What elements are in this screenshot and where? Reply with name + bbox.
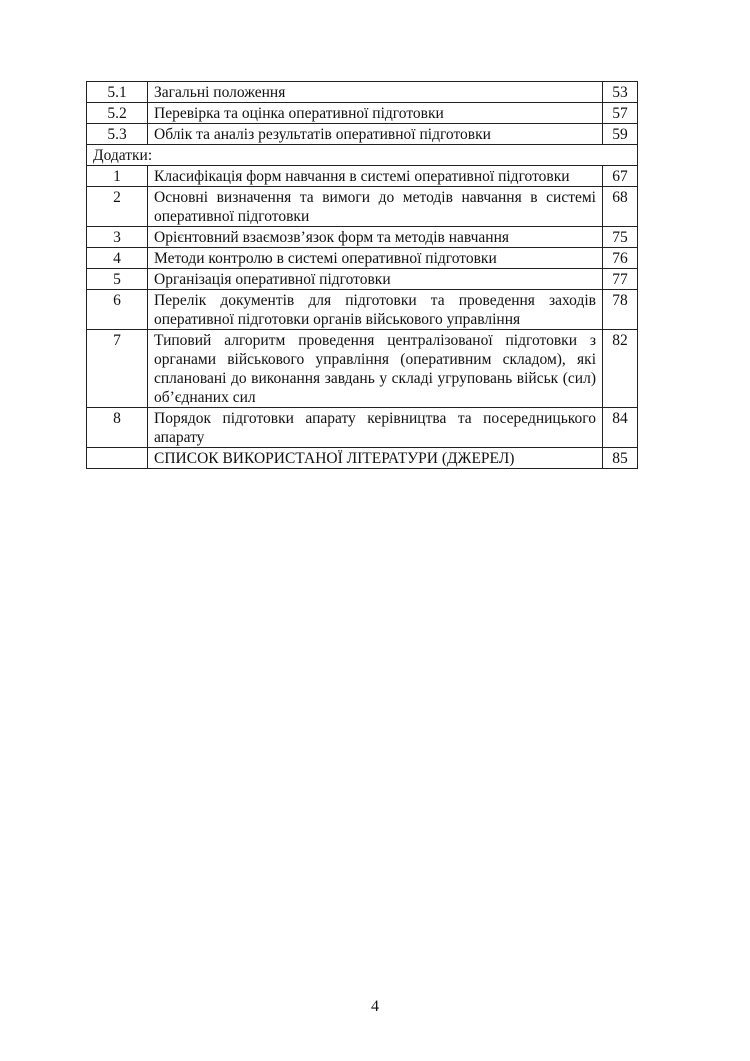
- toc-references-row: [87, 448, 638, 469]
- toc-row-page: 84: [603, 408, 638, 448]
- toc-row-number: 2: [87, 187, 148, 227]
- references-title: СПИСОК ВИКОРИСТАНОЇ ЛІТЕРАТУРИ (ДЖЕРЕЛ): [148, 448, 603, 469]
- toc-row-page: 57: [603, 103, 638, 124]
- toc-row-number: 5.2: [87, 103, 148, 124]
- toc-row-number: 5.3: [87, 124, 148, 145]
- toc-row-page: 82: [603, 330, 638, 408]
- toc-row-page: 77: [603, 269, 638, 290]
- toc-row-number: 1: [87, 166, 148, 187]
- toc-row: [87, 330, 638, 408]
- toc-row-number: 4: [87, 248, 148, 269]
- toc-row-number: 3: [87, 227, 148, 248]
- toc-row: [87, 248, 638, 269]
- toc-row-title: Загальні положення: [148, 82, 603, 103]
- toc-row-title: Методи контролю в системі оперативної підготовки: [148, 248, 603, 269]
- toc-row-number: 6: [87, 290, 148, 330]
- toc-row-page: 85: [603, 448, 638, 469]
- toc-row-number: [87, 448, 148, 469]
- toc-row-page: 75: [603, 227, 638, 248]
- toc-row-title: Орієнтовний взаємозв’язок форм та методів навчання: [148, 227, 603, 248]
- page-number: 4: [371, 998, 379, 1015]
- toc-row-title: Типовий алгоритм проведення централізованої підготовки з органами військового управління (оперативним складом), які сплановані до виконання завдань у складі угруповань військ (сил) об’єднаних сил: [148, 330, 603, 408]
- toc-row: [87, 187, 638, 227]
- toc-row-page: 59: [603, 124, 638, 145]
- toc-row-title: Організація оперативної підготовки: [148, 269, 603, 290]
- toc-row: [87, 290, 638, 330]
- toc-row-page: 53: [603, 82, 638, 103]
- toc-row: [87, 82, 638, 103]
- toc-row-page: 78: [603, 290, 638, 330]
- appendix-heading: Додатки:: [87, 145, 638, 166]
- toc-row-number: 5: [87, 269, 148, 290]
- toc-row-title: Основні визначення та вимоги до методів навчання в системі оперативної підготовки: [148, 187, 603, 227]
- table-of-contents: [86, 81, 638, 469]
- toc-row-page: 67: [603, 166, 638, 187]
- toc-row-number: 8: [87, 408, 148, 448]
- toc-row: [87, 103, 638, 124]
- toc-row: [87, 408, 638, 448]
- toc-row-title: Перевірка та оцінка оперативної підготовки: [148, 103, 603, 124]
- toc-row-page: 76: [603, 248, 638, 269]
- toc-row-number: 5.1: [87, 82, 148, 103]
- toc-section-row: [87, 145, 638, 166]
- toc-row-page: 68: [603, 187, 638, 227]
- toc-row: [87, 269, 638, 290]
- toc-row-title: Порядок підготовки апарату керівництва та посередницького апарату: [148, 408, 603, 448]
- toc-row-title: Перелік документів для підготовки та проведення заходів оперативної підготовки органів військового управління: [148, 290, 603, 330]
- toc-row-title: Облік та аналіз результатів оперативної підготовки: [148, 124, 603, 145]
- toc-row: [87, 124, 638, 145]
- toc-row-title: Класифікація форм навчання в системі оперативної підготовки: [148, 166, 603, 187]
- toc-row-number: 7: [87, 330, 148, 408]
- toc-row: [87, 166, 638, 187]
- toc-row: [87, 227, 638, 248]
